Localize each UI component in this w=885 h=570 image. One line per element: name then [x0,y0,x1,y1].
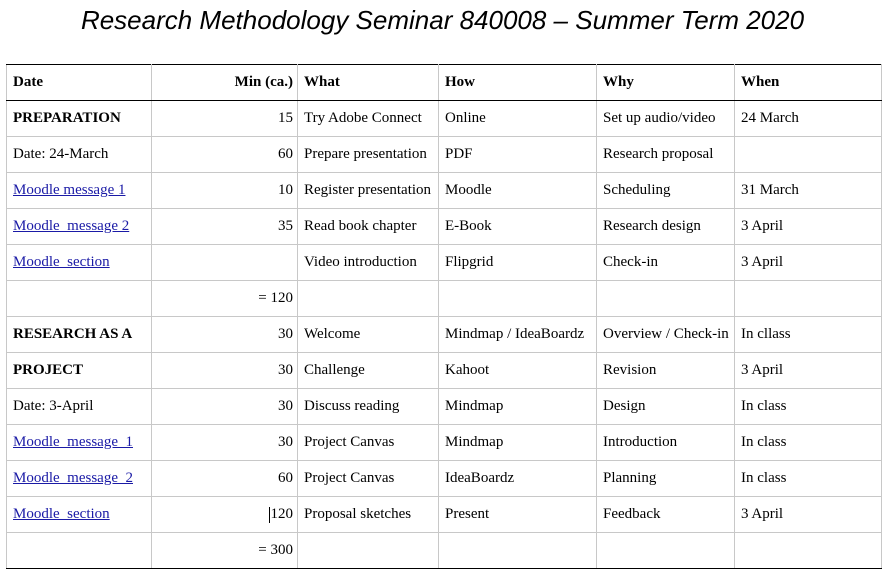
cell-how[interactable]: Moodle [439,173,597,209]
cell-what[interactable] [298,533,439,569]
cell-when[interactable] [735,137,882,173]
cell-why[interactable]: Research design [597,209,735,245]
cell-date [7,461,152,497]
cell-when[interactable]: 3 April [735,497,882,533]
table-row [7,173,882,209]
cell-date [7,173,152,209]
cell-why[interactable]: Feedback [597,497,735,533]
cell-when[interactable]: In class [735,389,882,425]
cell-how[interactable]: Mindmap / IdeaBoardz [439,317,597,353]
cell-min[interactable]: 10 [152,173,298,209]
cell-how[interactable] [439,281,597,317]
cell-date [7,497,152,533]
cell-min[interactable]: 60 [152,461,298,497]
moodle-message-1-link[interactable]: Moodle message 1 [13,434,133,450]
cell-min[interactable]: 30 [152,317,298,353]
cell-what[interactable]: Discuss reading [298,389,439,425]
cell-when[interactable]: 3 April [735,245,882,281]
cell-date[interactable]: Date: 24-March [7,137,152,173]
cell-when[interactable] [735,281,882,317]
cell-when[interactable]: 31 March [735,173,882,209]
cell-why[interactable]: Research proposal [597,137,735,173]
cell-how[interactable]: IdeaBoardz [439,461,597,497]
cell-min[interactable]: 30 [152,389,298,425]
cell-when[interactable]: 3 April [735,353,882,389]
cell-how[interactable]: E-Book [439,209,597,245]
header-min: Min (ca.) [152,65,298,101]
cell-min[interactable]: 15 [152,101,298,137]
document-title: Research Methodology Seminar 840008 – Summer Term 2020 [80,5,805,35]
moodle-message-2-link[interactable]: Moodle message 2 [13,470,133,486]
cell-date [7,425,152,461]
cell-what[interactable]: Register presentation [298,173,439,209]
table-row [7,209,882,245]
section-label-project: PROJECT [7,353,152,389]
section-label-research: RESEARCH AS A [7,317,152,353]
table-row [7,101,882,137]
cell-date [7,209,152,245]
cell-how[interactable]: Present [439,497,597,533]
cell-why[interactable]: Design [597,389,735,425]
text-cursor [269,507,270,523]
cell-what[interactable]: Try Adobe Connect [298,101,439,137]
table-row [7,245,882,281]
cell-when[interactable]: 24 March [735,101,882,137]
header-what: What [298,65,439,101]
moodle-message-2-link[interactable]: Moodle message 2 [13,218,130,234]
cell-when[interactable]: 3 April [735,209,882,245]
table-header-row [7,65,882,101]
cell-how[interactable]: Kahoot [439,353,597,389]
cell-why[interactable]: Check-in [597,245,735,281]
cell-why[interactable] [597,533,735,569]
header-date: Date [7,65,152,101]
total-row [7,281,882,317]
cell-how[interactable]: PDF [439,137,597,173]
cell-date[interactable]: Date: 3-April [7,389,152,425]
cell-what[interactable]: Welcome [298,317,439,353]
header-why: Why [597,65,735,101]
table-row [7,497,882,533]
total-row [7,533,882,569]
cell-date[interactable] [7,533,152,569]
cell-min[interactable]: 30 [152,425,298,461]
cell-what[interactable]: Prepare presentation [298,137,439,173]
cell-what[interactable]: Project Canvas [298,461,439,497]
cell-how[interactable]: Mindmap [439,389,597,425]
header-when: When [735,65,882,101]
cell-why[interactable]: Overview / Check-in [597,317,735,353]
cell-when[interactable]: In cllass [735,317,882,353]
cell-what[interactable]: Challenge [298,353,439,389]
moodle-message-1-link[interactable]: Moodle message 1 [13,182,126,198]
cell-why[interactable]: Planning [597,461,735,497]
table-row [7,137,882,173]
table-row [7,353,882,389]
cell-what[interactable]: Project Canvas [298,425,439,461]
section-label-preparation: PREPARATION [7,101,152,137]
table-row [7,317,882,353]
cell-when[interactable]: In class [735,461,882,497]
cell-how[interactable]: Online [439,101,597,137]
cell-how[interactable]: Mindmap [439,425,597,461]
cell-when[interactable] [735,533,882,569]
cell-why[interactable] [597,281,735,317]
cell-date[interactable] [7,281,152,317]
cell-min[interactable]: 35 [152,209,298,245]
cell-min[interactable] [152,245,298,281]
cell-when[interactable]: In class [735,425,882,461]
header-how: How [439,65,597,101]
cell-why[interactable]: Set up audio/video [597,101,735,137]
total-minutes[interactable]: = 120 [152,281,298,317]
cell-what[interactable]: Video introduction [298,245,439,281]
total-minutes[interactable]: = 300 [152,533,298,569]
cell-what[interactable] [298,281,439,317]
cell-why[interactable]: Introduction [597,425,735,461]
moodle-section-link[interactable]: Moodle section [13,254,110,270]
moodle-section-link[interactable]: Moodle section [13,506,110,522]
cell-what[interactable]: Proposal sketches [298,497,439,533]
cell-what[interactable]: Read book chapter [298,209,439,245]
cell-min-active[interactable] [152,497,298,533]
table-row [7,461,882,497]
schedule-table [6,64,882,569]
cell-why[interactable]: Revision [597,353,735,389]
table-row [7,425,882,461]
cell-how[interactable]: Flipgrid [439,245,597,281]
cell-min[interactable]: 30 [152,353,298,389]
cell-min[interactable]: 60 [152,137,298,173]
cell-date [7,245,152,281]
cell-min-value: 120 [270,506,293,522]
table-row [7,389,882,425]
cell-why[interactable]: Scheduling [597,173,735,209]
cell-how[interactable] [439,533,597,569]
